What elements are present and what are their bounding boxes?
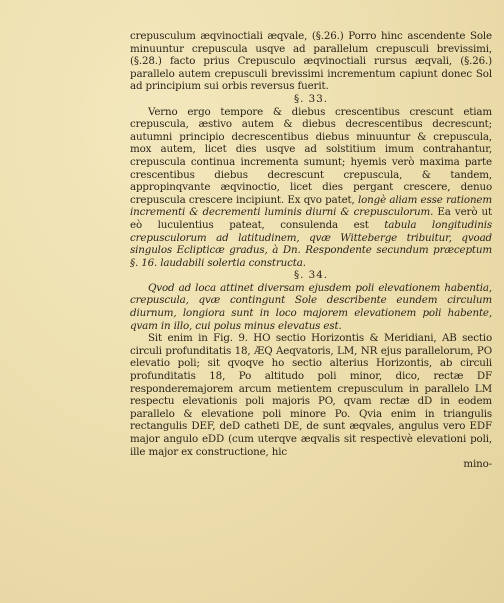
text-block bbox=[130, 30, 492, 471]
section-number-34: §. 34. bbox=[293, 269, 329, 282]
paragraph-1: crepusculum æqvinoctiali æqvale, (§.26.) Porro hinc ascendente Sole minuuntur crepuscula usqve ad parallelum crepusculi brevissimi, (§.28.) facto prius Crepusculo æqvinoctiali rursus æqvali, (§.26.) parallelo autem crepusculi brevissimi incrementum capiunt donec Sol ad principium sui orbis reversus fuerit. bbox=[130, 30, 492, 93]
catchword: mino- bbox=[463, 458, 492, 471]
section-number-33: §. 33. bbox=[293, 92, 329, 105]
paragraph-3-theorem: Qvod ad loca attinet diversam ejusdem poli elevationem habentia, crepuscula, qvæ contingunt Sole describente eundem circulum diurnum, longiora sunt in loco majorem elevationem poli habente, qvam in illo, cui polus minus elevatus est. bbox=[130, 281, 492, 332]
paragraph-2-text-a: Verno ergo tempore & diebus crescentibus crescunt etiam crepuscula, æstivo autem & diebus decrescentibus decrescunt; autumni principio decrescentibus diebus minuuntur & crepuscula, mox autem, licet dies usqve ad solstitium imum contrahantur, crepuscula continua incrementa sumunt; hyemis verò maxima parte crescentibus diebus decrescunt crepuscula, & tandem, appropinqvante æqvinoctio, licet dies pergant crescere, denuo crepuscula crescere incipiunt. Ex qvo patet, bbox=[130, 105, 492, 206]
paragraph-2-table-reference: tabula longitudinis crepusculorum ad latitudinem, qvæ Witteberge tribuitur, qvoad singulos Eclipticæ gradus, à Dn. Respondente secundum præceptum §. 16. laudabili solertia constructa. bbox=[130, 218, 492, 269]
paragraph-2 bbox=[130, 106, 492, 270]
paragraph-2-text-c: Ea verò ut eò luculentius pateat, consulenda est bbox=[130, 206, 492, 231]
paragraph-2-emphasis: longè aliam esse rationem incrementi & decrementi luminis diurni & crepusculorum. bbox=[130, 193, 492, 219]
paragraph-4-proof: Sit enim in Fig. 9. HO sectio Horizontis & Meridiani, AB sectio circuli profunditatis 18, ÆQ Aeqvatoris, LM, NR ejus parallelorum, PO elevatio poli; sit qvoqve ho sectio alterius Horizontis, ab circuli profunditatis 18, Po altitudo poli minor, dico, rectæ DF responderemajorem arcum metientem crepusculum in parallelo LM respectu elevationis poli majoris PO, qvam rectæ dD in eodem parallelo & elevatione poli minore Po. Qvia enim in triangulis rectangulis DEF, deD catheti DE, de sunt æqvales, angulus vero EDF major angulo eDD (cum uterqve æqvalis sit respectivè elevationi poli, ille major ex constructione, hic bbox=[130, 332, 492, 458]
